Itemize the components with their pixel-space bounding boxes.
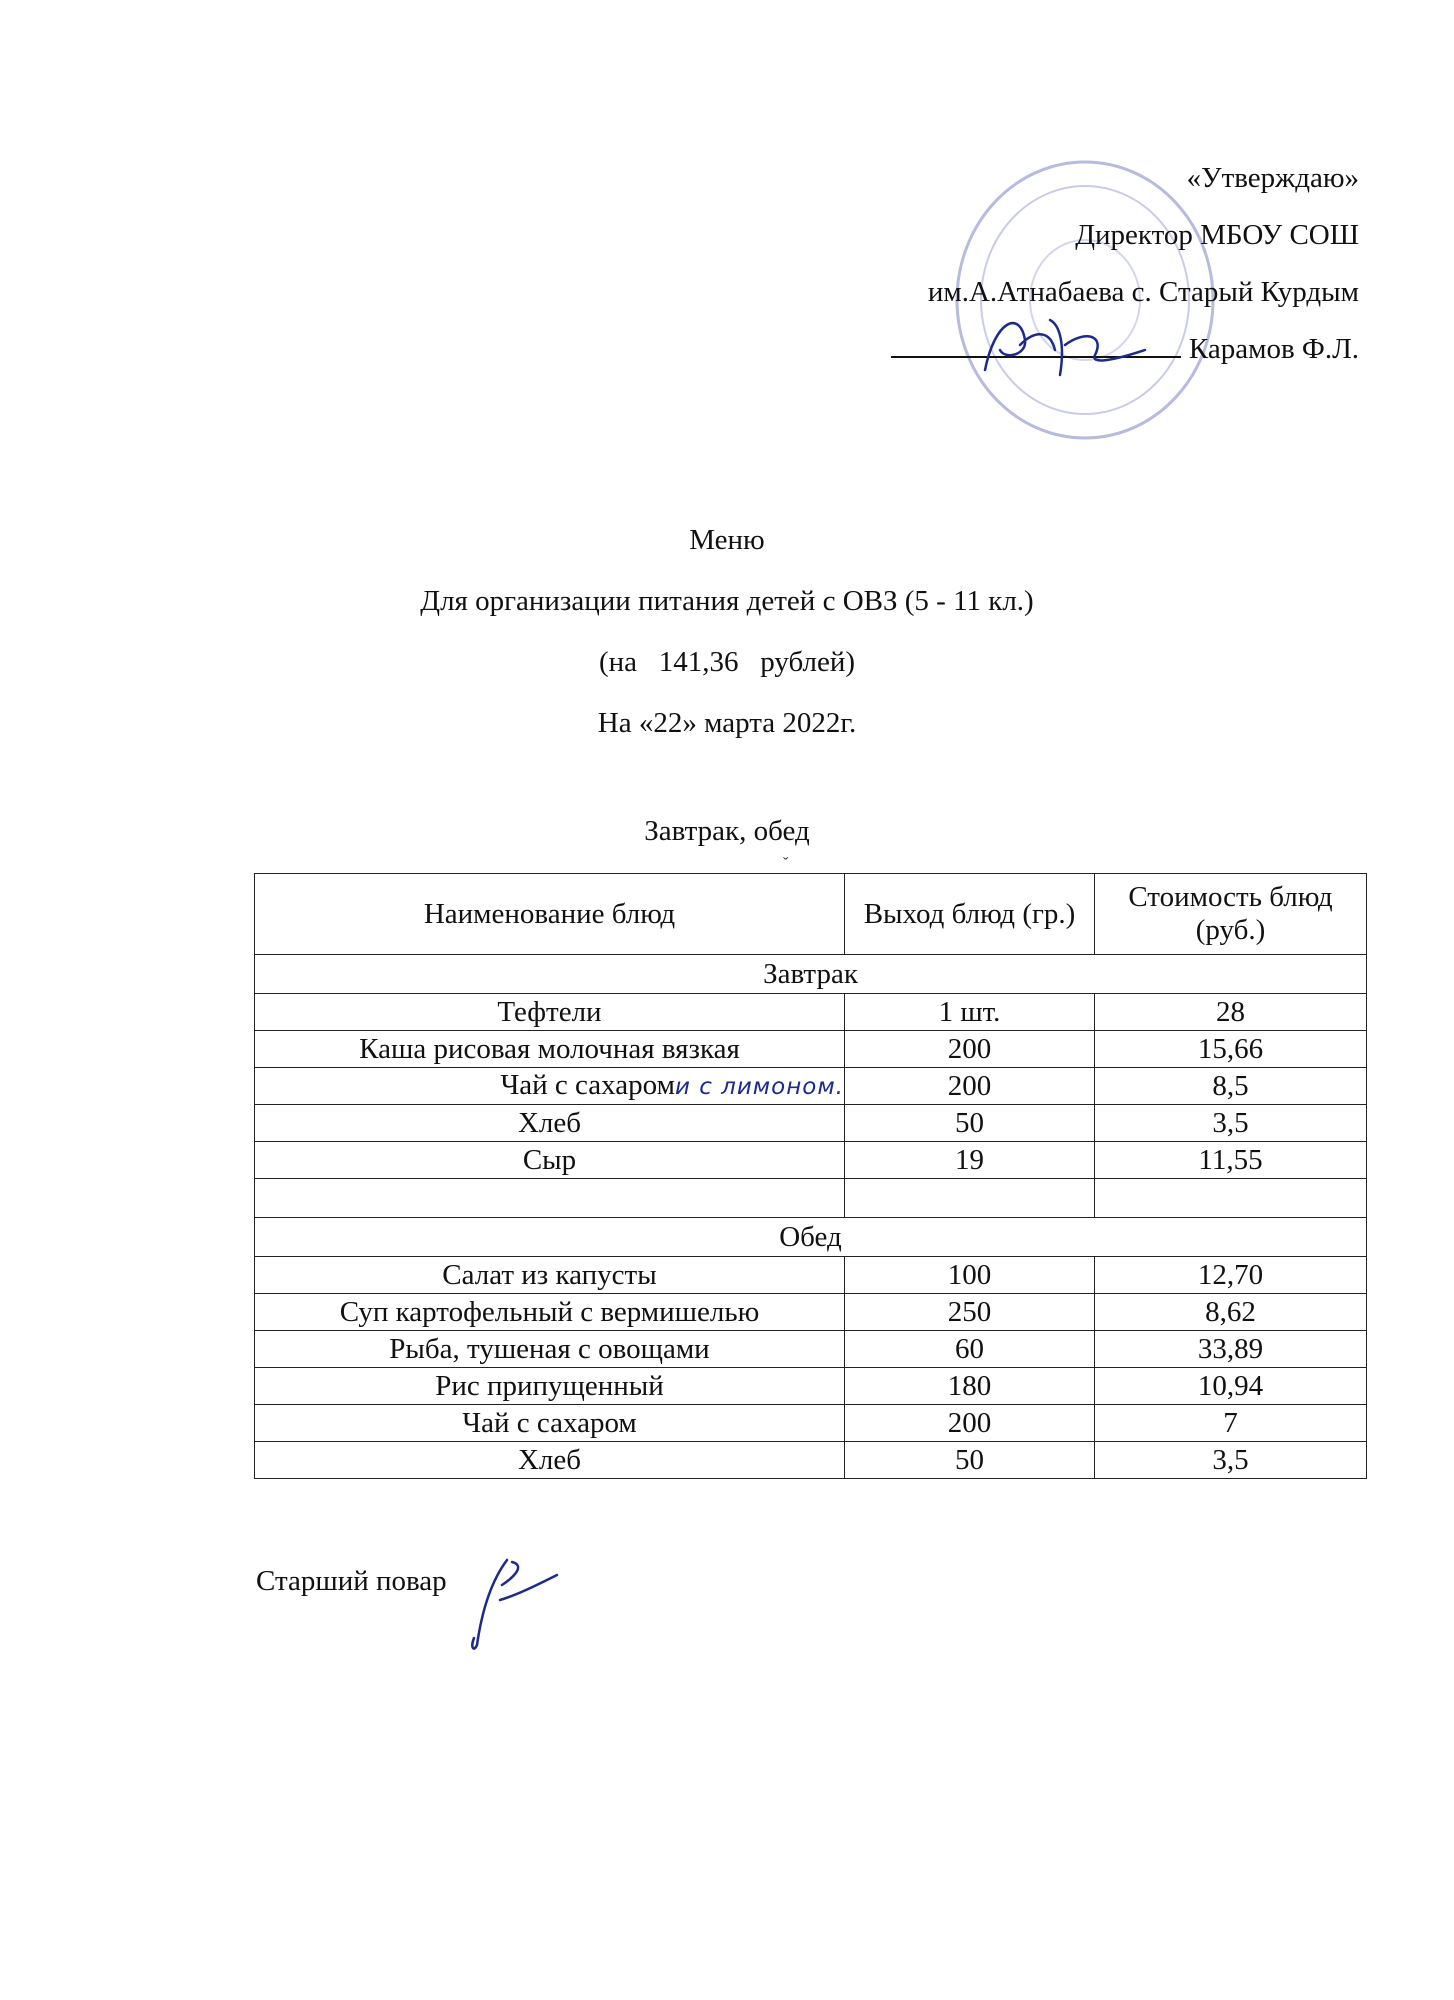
dish-name-cell <box>255 1068 845 1105</box>
table-row <box>255 1331 1367 1368</box>
section-row-lunch <box>255 1218 1367 1257</box>
dish-cost: 33,89 <box>1095 1331 1367 1368</box>
dish-cost: 15,66 <box>1095 1031 1367 1068</box>
dish-weight: 19 <box>845 1142 1095 1179</box>
dish-name: Суп картофельный с вермишелью <box>255 1294 845 1331</box>
dish-cost: 28 <box>1095 994 1367 1031</box>
section-row-breakfast <box>255 955 1367 994</box>
dish-cost: 8,62 <box>1095 1294 1367 1331</box>
handwritten-note: и с лимоном. <box>674 1073 844 1100</box>
table-row <box>255 994 1367 1031</box>
approval-line-1: «Утверждаю» <box>1186 162 1359 194</box>
dish-name: Каша рисовая молочная вязкая <box>255 1031 845 1068</box>
dish-weight: 200 <box>845 1405 1095 1442</box>
dish-weight: 100 <box>845 1257 1095 1294</box>
approval-line-2: Директор МБОУ СОШ <box>1075 219 1359 251</box>
dish-cost: 12,70 <box>1095 1257 1367 1294</box>
table-row <box>255 1405 1367 1442</box>
table-row <box>255 1105 1367 1142</box>
approval-signer: Карамов Ф.Л. <box>1188 333 1359 365</box>
dish-name: Тефтели <box>255 994 845 1031</box>
table-row <box>255 1294 1367 1331</box>
dish-name: Рис припущенный <box>255 1368 845 1405</box>
dish-name: Сыр <box>255 1142 845 1179</box>
dish-weight: 180 <box>845 1368 1095 1405</box>
table-row <box>255 1368 1367 1405</box>
column-header: Наименование блюд <box>255 874 845 955</box>
dish-cost: 3,5 <box>1095 1105 1367 1142</box>
dish-weight: 1 шт. <box>845 994 1095 1031</box>
table-row <box>255 1257 1367 1294</box>
dish-cost: 3,5 <box>1095 1442 1367 1479</box>
dish-name: Хлеб <box>255 1442 845 1479</box>
empty-cell <box>845 1179 1095 1218</box>
dish-name: Рыба, тушеная с овощами <box>255 1331 845 1368</box>
dish-weight: 200 <box>845 1068 1095 1105</box>
document-titles <box>0 510 1454 754</box>
dish-name: Салат из капусты <box>255 1257 845 1294</box>
date-line: На «22» марта 2022г. <box>597 707 857 739</box>
dish-weight: 60 <box>845 1331 1095 1368</box>
document-title: Меню <box>689 524 765 556</box>
dish-weight: 250 <box>845 1294 1095 1331</box>
dish-name: Чай с сахаром <box>500 1068 675 1101</box>
dish-cost: 11,55 <box>1095 1142 1367 1179</box>
document-subtitle: Для организации питания детей с ОВЗ (5 - 11 кл.) <box>420 585 1034 617</box>
column-header: Выход блюд (гр.) <box>845 874 1095 955</box>
dish-name: Хлеб <box>255 1105 845 1142</box>
empty-cell <box>255 1179 845 1218</box>
table-row <box>255 1442 1367 1479</box>
signature-underline <box>891 326 1181 358</box>
dish-cost: 7 <box>1095 1405 1367 1442</box>
approval-line-3: им.А.Атнабаева с. Старый Курдым <box>927 276 1359 308</box>
section-label: Завтрак <box>255 955 1367 994</box>
chef-label: Старший повар <box>256 1565 447 1597</box>
approval-block <box>739 150 1359 378</box>
dish-weight: 200 <box>845 1031 1095 1068</box>
dish-weight: 50 <box>845 1442 1095 1479</box>
section-label: Обед <box>255 1218 1367 1257</box>
dish-cost: 10,94 <box>1095 1368 1367 1405</box>
dish-name: Чай с сахаром <box>255 1405 845 1442</box>
menu-table <box>254 873 1367 1479</box>
chef-signature <box>462 1540 562 1655</box>
approval-signature-line <box>739 321 1359 378</box>
column-header: Стоимость блюд (руб.) <box>1095 874 1367 955</box>
empty-cell <box>1095 1179 1367 1218</box>
empty-row <box>255 1179 1367 1218</box>
dish-weight: 50 <box>845 1105 1095 1142</box>
dish-cost: 8,5 <box>1095 1068 1367 1105</box>
table-row <box>255 1142 1367 1179</box>
price-line: (на 141,36 рублей) <box>598 646 856 678</box>
section-title: Завтрак, обед <box>644 815 810 847</box>
table-row <box>255 1031 1367 1068</box>
pen-mark-icon: ˇ <box>783 855 789 872</box>
table-row <box>255 1068 1367 1105</box>
table-header-row <box>255 874 1367 955</box>
